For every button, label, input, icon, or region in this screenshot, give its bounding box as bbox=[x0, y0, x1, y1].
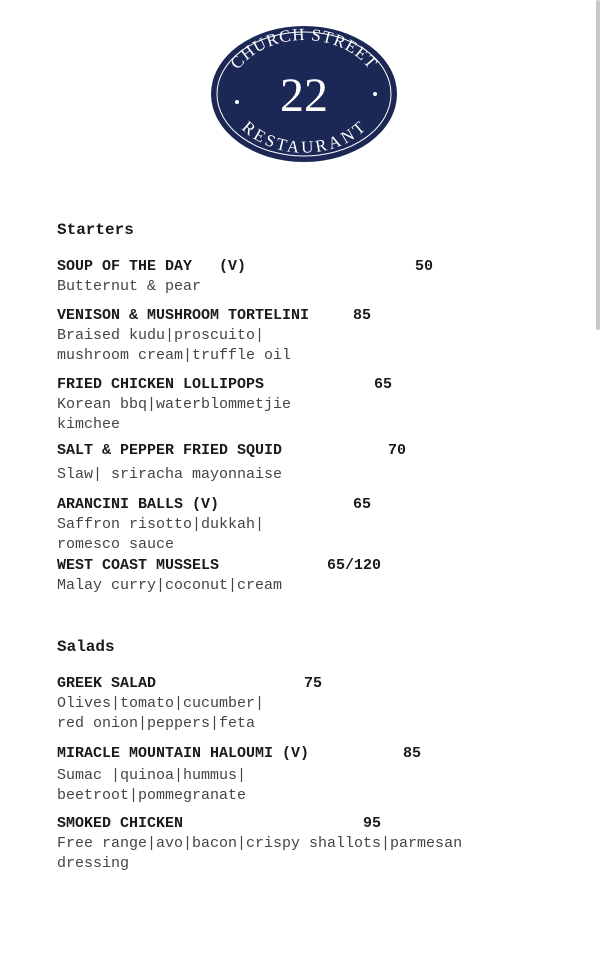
item-description: Free range|avo|bacon|crispy shallots|parmesan bbox=[57, 835, 463, 852]
logo-bottom-text: RESTAURANT bbox=[238, 117, 370, 157]
item-name: FRIED CHICKEN LOLLIPOPS bbox=[57, 376, 265, 393]
item-description: Butternut & pear bbox=[57, 278, 202, 295]
menu-item bbox=[57, 495, 372, 554]
item-description: Saffron risotto|dukkah| bbox=[57, 516, 265, 533]
item-price: 70 bbox=[388, 442, 407, 459]
item-description: Olives|tomato|cucumber| bbox=[57, 695, 265, 712]
menu-item bbox=[57, 674, 323, 733]
item-description: Sumac |quinoa|hummus| bbox=[57, 767, 247, 784]
restaurant-logo bbox=[209, 24, 399, 164]
item-description: Korean bbq|waterblommetjie bbox=[57, 396, 292, 413]
item-name: SMOKED CHICKEN bbox=[57, 815, 184, 832]
item-description: beetroot|pommegranate bbox=[57, 787, 247, 804]
logo-dot-left bbox=[235, 100, 239, 104]
item-description: mushroom cream|truffle oil bbox=[57, 347, 292, 364]
item-price: 85 bbox=[353, 307, 372, 324]
salads-title: Salads bbox=[57, 638, 115, 656]
item-name: ARANCINI BALLS (V) bbox=[57, 496, 220, 513]
item-price: 65/120 bbox=[327, 557, 382, 574]
menu-item bbox=[57, 375, 393, 434]
item-price: 65 bbox=[374, 376, 393, 393]
item-description: Braised kudu|proscuito| bbox=[57, 327, 265, 344]
item-description: red onion|peppers|feta bbox=[57, 715, 256, 732]
menu-item bbox=[57, 257, 434, 296]
item-name: SALT & PEPPER FRIED SQUID bbox=[57, 442, 283, 459]
item-description: dressing bbox=[57, 855, 130, 872]
item-price: 85 bbox=[403, 745, 422, 762]
menu-item bbox=[57, 441, 407, 484]
item-name: VENISON & MUSHROOM TORTELINI bbox=[57, 307, 310, 324]
item-price: 95 bbox=[363, 815, 382, 832]
logo-dot-right bbox=[373, 92, 377, 96]
menu-item bbox=[57, 556, 382, 595]
item-description: romesco sauce bbox=[57, 536, 175, 553]
item-price: 50 bbox=[415, 258, 434, 275]
logo-top-text: CHURCH STREET bbox=[226, 24, 382, 73]
item-price: 65 bbox=[353, 496, 372, 513]
item-name: GREEK SALAD bbox=[57, 675, 157, 692]
item-price: 75 bbox=[304, 675, 323, 692]
item-description: Malay curry|coconut|cream bbox=[57, 577, 283, 594]
item-name: MIRACLE MOUNTAIN HALOUMI (V) bbox=[57, 745, 310, 762]
item-description: Slaw| sriracha mayonnaise bbox=[57, 466, 283, 483]
menu-item bbox=[57, 814, 462, 873]
starters-title: Starters bbox=[57, 221, 134, 239]
item-name: SOUP OF THE DAY (V) bbox=[57, 258, 247, 275]
logo-number: 22 bbox=[280, 69, 328, 122]
item-name: WEST COAST MUSSELS bbox=[57, 557, 220, 574]
scrollbar[interactable] bbox=[596, 0, 600, 330]
menu-item bbox=[57, 744, 422, 805]
menu-item bbox=[57, 306, 372, 365]
item-description: kimchee bbox=[57, 416, 121, 433]
